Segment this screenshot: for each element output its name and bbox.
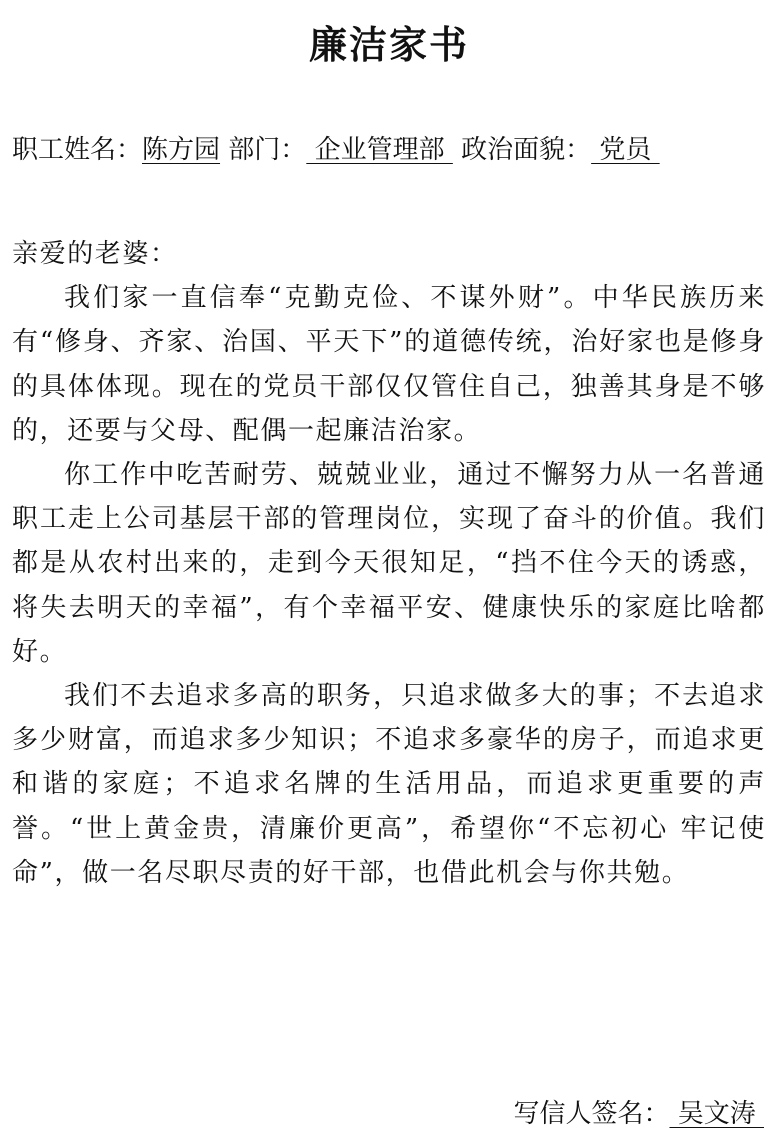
letter-paragraph-3: 我们不去追求多高的职务，只追求做多大的事；不去追求多少财富，而追求多少知识；不追求多豪华的房子，而追求更和谐的家庭；不追求名牌的生活用品，而追求更重要的声誉。“世上黄金贵，清廉价更高”，希望你“不忘初心 牢记使命”，做一名尽职尽责的好干部，也借此机会与你共勉。 [12, 681, 766, 888]
signature-label: 写信人签名： [513, 1099, 670, 1129]
signature-line [513, 1094, 764, 1134]
employee-info-line [12, 130, 772, 170]
letter-paragraph-2: 你工作中吃苦耐劳、兢兢业业，通过不懈努力从一名普通职工走上公司基层干部的管理岗位，实现了奋斗的价值。我们都是从农村出来的，走到今天很知足，“挡不住今天的诱惑，将失去明天的幸福”，有个幸福平安、健康快乐的家庭比啥都好。 [12, 460, 766, 667]
letter-title: 廉洁家书 [308, 23, 469, 67]
letter-salutation: 亲爱的老婆： [12, 239, 178, 269]
department-value: 企业管理部 [306, 135, 453, 165]
department-label: 部门： [228, 135, 307, 165]
employee-name-value: 陈方园 [142, 135, 221, 165]
letter-body [12, 232, 766, 895]
political-status-label: 政治面貌： [461, 135, 592, 165]
employee-name-label: 职工姓名： [12, 135, 143, 165]
letter-paragraph-1: 我们家一直信奉“克勤克俭、不谋外财”。中华民族历来有“修身、齐家、治国、平天下”的道德传统，治好家也是修身的具体体现。现在的党员干部仅仅管住自己，独善其身是不够的，还要与父母、配偶一起廉洁治家。 [12, 283, 766, 446]
signature-value: 吴文涛 [669, 1099, 764, 1129]
political-status-value: 党员 [591, 135, 660, 165]
